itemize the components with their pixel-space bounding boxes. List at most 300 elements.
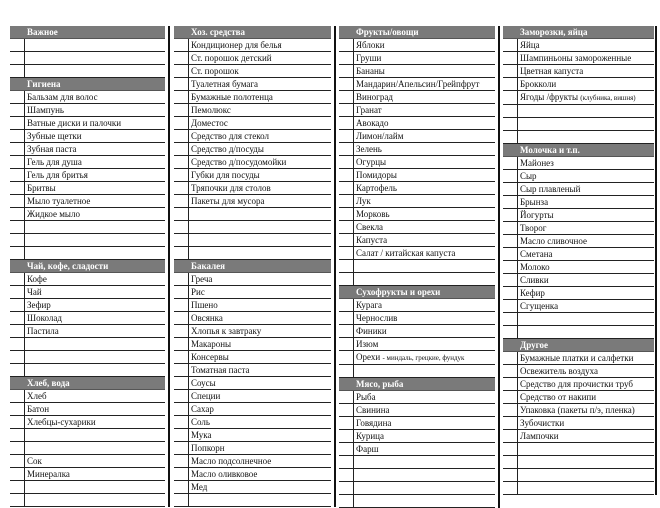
list-item — [174, 78, 331, 91]
checkbox-cell[interactable] — [339, 78, 354, 91]
item-text: Минералка — [27, 469, 70, 479]
checkbox-cell[interactable] — [174, 260, 189, 273]
item-text: Гель для бритья — [27, 170, 88, 180]
list-item — [339, 338, 495, 351]
checkbox-cell[interactable] — [10, 234, 25, 247]
checkbox-cell[interactable] — [339, 404, 354, 417]
checkbox-cell[interactable] — [174, 169, 189, 182]
item-label — [189, 143, 332, 156]
checkbox-cell[interactable] — [339, 286, 354, 299]
checkbox-cell[interactable] — [339, 299, 354, 312]
checkbox-cell[interactable] — [10, 403, 25, 416]
empty-row — [10, 481, 165, 494]
checkbox-cell[interactable] — [10, 377, 25, 390]
section-title: Сухофрукты и орехи — [354, 286, 496, 299]
checkbox-cell[interactable] — [503, 222, 518, 235]
checkbox-cell[interactable] — [503, 443, 518, 456]
item-text: Зубочистки — [520, 418, 565, 428]
checkbox-cell[interactable] — [174, 26, 189, 39]
item-text: Зелень — [356, 144, 382, 154]
item-text: Бананы — [356, 66, 385, 76]
checkbox-cell[interactable] — [174, 338, 189, 351]
item-text: Рис — [191, 287, 205, 297]
item-text: Зубная паста — [27, 144, 77, 154]
section-header — [10, 26, 165, 39]
list-item — [339, 325, 495, 338]
item-label — [354, 104, 496, 117]
checkbox-cell[interactable] — [503, 261, 518, 274]
item-label — [354, 247, 496, 260]
checkbox-cell[interactable] — [503, 391, 518, 404]
list-item — [174, 130, 331, 143]
checkbox-cell[interactable] — [339, 169, 354, 182]
item-text: Морковь — [356, 209, 390, 219]
list-item — [174, 403, 331, 416]
checkbox-cell[interactable] — [174, 78, 189, 91]
checkbox-cell[interactable] — [10, 130, 25, 143]
checkbox-cell[interactable] — [339, 456, 354, 469]
checkbox-cell[interactable] — [10, 117, 25, 130]
checkbox-cell[interactable] — [10, 221, 25, 234]
checkbox-cell[interactable] — [174, 52, 189, 65]
empty-row — [339, 365, 495, 378]
checkbox-cell[interactable] — [339, 39, 354, 52]
checkbox-cell[interactable] — [503, 326, 518, 339]
checkbox-cell[interactable] — [174, 65, 189, 78]
checkbox-cell[interactable] — [503, 274, 518, 287]
checkbox-cell[interactable] — [10, 429, 25, 442]
checkbox-cell[interactable] — [503, 26, 518, 39]
checkbox-cell[interactable] — [174, 377, 189, 390]
checkbox-cell[interactable] — [174, 442, 189, 455]
checkbox-cell[interactable] — [503, 52, 518, 65]
empty-row — [174, 234, 331, 247]
checkbox-cell[interactable] — [503, 456, 518, 469]
checkbox-cell[interactable] — [174, 429, 189, 442]
checkbox-cell[interactable] — [174, 91, 189, 104]
checkbox-cell[interactable] — [174, 195, 189, 208]
checkbox-cell[interactable] — [339, 365, 354, 378]
checkbox-cell[interactable] — [10, 208, 25, 221]
checkbox-cell[interactable] — [174, 312, 189, 325]
item-label — [189, 130, 332, 143]
item-label — [189, 351, 332, 364]
checkbox-cell[interactable] — [503, 118, 518, 131]
item-text: Губки для посуды — [191, 170, 260, 180]
checkbox-cell[interactable] — [503, 248, 518, 261]
checkbox-cell[interactable] — [10, 143, 25, 156]
checkbox-cell[interactable] — [10, 455, 25, 468]
list-item — [10, 182, 165, 195]
item-text: Виноград — [356, 92, 393, 102]
checkbox-cell[interactable] — [339, 247, 354, 260]
list-item — [339, 143, 495, 156]
checkbox-cell[interactable] — [339, 378, 354, 391]
checkbox-cell[interactable] — [10, 494, 25, 507]
item-text: Сахар — [191, 404, 214, 414]
checkbox-cell[interactable] — [174, 468, 189, 481]
checkbox-cell[interactable] — [174, 481, 189, 494]
list-item — [339, 117, 495, 130]
checkbox-cell[interactable] — [174, 117, 189, 130]
checkbox-cell[interactable] — [503, 365, 518, 378]
empty-row — [503, 482, 654, 495]
blank-line — [25, 247, 166, 260]
item-label — [354, 221, 496, 234]
checkbox-cell[interactable] — [174, 182, 189, 195]
item-text: Батон — [27, 404, 50, 414]
item-text: Пакеты для мусора — [191, 196, 265, 206]
item-text: Пастила — [27, 326, 59, 336]
item-label — [354, 417, 496, 430]
checkbox-cell[interactable] — [339, 26, 354, 39]
checkbox-cell[interactable] — [174, 247, 189, 260]
section-title: Другое — [518, 339, 655, 352]
item-text: Соль — [191, 417, 210, 427]
item-label — [518, 365, 655, 378]
item-text: Туалетная бумага — [191, 79, 259, 89]
checkbox-cell[interactable] — [10, 351, 25, 364]
checkbox-cell[interactable] — [503, 339, 518, 352]
checkbox-cell[interactable] — [339, 482, 354, 495]
checkbox-cell[interactable] — [174, 325, 189, 338]
checkbox-cell[interactable] — [10, 104, 25, 117]
checkbox-cell[interactable] — [339, 221, 354, 234]
checkbox-cell[interactable] — [339, 52, 354, 65]
checkbox-cell[interactable] — [174, 208, 189, 221]
checkbox-cell[interactable] — [10, 364, 25, 377]
list-item — [339, 430, 495, 443]
item-label — [25, 117, 166, 130]
checkbox-cell[interactable] — [174, 130, 189, 143]
item-text: Рыба — [356, 392, 376, 402]
item-text: Шоколад — [27, 313, 62, 323]
checkbox-cell[interactable] — [339, 143, 354, 156]
section-header — [503, 339, 654, 352]
checkbox-cell[interactable] — [339, 273, 354, 286]
checkbox-cell[interactable] — [503, 157, 518, 170]
list-item — [10, 416, 165, 429]
checklist-table — [503, 26, 654, 495]
list-item — [503, 196, 654, 209]
item-label — [354, 39, 496, 52]
item-text: Масло сливочное — [520, 236, 587, 246]
checkbox-cell[interactable] — [174, 156, 189, 169]
checkbox-cell[interactable] — [339, 469, 354, 482]
blank-line — [25, 221, 166, 234]
checkbox-cell[interactable] — [174, 351, 189, 364]
checkbox-cell[interactable] — [503, 469, 518, 482]
checkbox-cell[interactable] — [174, 286, 189, 299]
checkbox-cell[interactable] — [503, 300, 518, 313]
checkbox-cell[interactable] — [174, 39, 189, 52]
checkbox-cell[interactable] — [10, 442, 25, 455]
checkbox-cell[interactable] — [503, 105, 518, 118]
blank-line — [189, 247, 332, 260]
item-label — [354, 156, 496, 169]
blank-line — [189, 234, 332, 247]
checkbox-cell[interactable] — [10, 26, 25, 39]
checkbox-cell[interactable] — [339, 495, 354, 508]
checkbox-cell[interactable] — [503, 170, 518, 183]
checkbox-cell[interactable] — [339, 351, 354, 365]
checkbox-cell[interactable] — [503, 313, 518, 326]
blank-line — [354, 456, 496, 469]
list-item — [503, 170, 654, 183]
list-item — [10, 468, 165, 481]
item-text: Ватные диски и палочки — [27, 118, 122, 128]
item-text: Сгущенка — [520, 301, 559, 311]
checkbox-cell[interactable] — [174, 494, 189, 507]
checkbox-cell[interactable] — [339, 312, 354, 325]
checkbox-cell[interactable] — [10, 468, 25, 481]
checkbox-cell[interactable] — [339, 417, 354, 430]
item-label — [354, 52, 496, 65]
item-label — [518, 417, 655, 430]
checkbox-cell[interactable] — [174, 364, 189, 377]
blank-line — [354, 482, 496, 495]
blank-line — [25, 338, 166, 351]
blank-line — [189, 221, 332, 234]
checkbox-cell[interactable] — [10, 78, 25, 91]
section-title: Фрукты/овощи — [354, 26, 496, 39]
empty-row — [10, 52, 165, 65]
item-text: Мед — [191, 482, 208, 492]
blank-line — [189, 208, 332, 221]
checkbox-cell[interactable] — [339, 391, 354, 404]
list-item — [174, 312, 331, 325]
list-item — [174, 351, 331, 364]
item-label — [189, 91, 332, 104]
checkbox-cell[interactable] — [339, 325, 354, 338]
empty-row — [10, 351, 165, 364]
empty-row — [174, 208, 331, 221]
blank-line — [25, 52, 166, 65]
item-text: Доместос — [191, 118, 228, 128]
checkbox-cell[interactable] — [503, 144, 518, 157]
item-label — [189, 429, 332, 442]
checkbox-cell[interactable] — [174, 416, 189, 429]
empty-row — [10, 234, 165, 247]
checkbox-cell[interactable] — [10, 156, 25, 169]
checkbox-cell[interactable] — [339, 130, 354, 143]
checkbox-cell[interactable] — [10, 481, 25, 494]
item-label — [354, 169, 496, 182]
checkbox-cell[interactable] — [503, 39, 518, 52]
checkbox-cell[interactable] — [339, 182, 354, 195]
list-item — [339, 417, 495, 430]
item-label — [518, 183, 655, 196]
list-item — [503, 261, 654, 274]
list-item — [174, 104, 331, 117]
section-header — [174, 26, 331, 39]
list-item — [10, 325, 165, 338]
item-label — [189, 390, 332, 403]
item-label — [25, 104, 166, 117]
checklist-table — [10, 26, 165, 507]
item-text: Брокколи — [520, 79, 557, 89]
checkbox-cell[interactable] — [339, 338, 354, 351]
section-header — [503, 26, 654, 39]
item-text: Кофе — [27, 274, 47, 284]
empty-row — [10, 65, 165, 78]
item-label — [25, 299, 166, 312]
section-title: Мясо, рыба — [354, 378, 496, 391]
item-text: Томатная паста — [191, 365, 250, 375]
checkbox-cell[interactable] — [339, 156, 354, 169]
empty-row — [339, 273, 495, 286]
list-item — [174, 117, 331, 130]
checkbox-cell[interactable] — [174, 221, 189, 234]
checkbox-cell[interactable] — [174, 273, 189, 286]
item-text: Майонез — [520, 158, 554, 168]
checkbox-cell[interactable] — [503, 196, 518, 209]
list-item — [10, 195, 165, 208]
checkbox-cell[interactable] — [503, 183, 518, 196]
list-item — [174, 442, 331, 455]
section-title: Гигиена — [25, 78, 166, 91]
item-text: Средство д/посудомойки — [191, 157, 287, 167]
checkbox-cell[interactable] — [503, 235, 518, 248]
checkbox-cell[interactable] — [503, 78, 518, 91]
checkbox-cell[interactable] — [10, 182, 25, 195]
section-title: Чай, кофе, сладости — [25, 260, 166, 273]
item-text: Мыло туалетное — [27, 196, 91, 206]
list-item — [503, 183, 654, 196]
list-item — [339, 65, 495, 78]
checkbox-cell[interactable] — [174, 403, 189, 416]
empty-row — [503, 469, 654, 482]
item-label — [518, 65, 655, 78]
item-text: Тряпочки для столов — [191, 183, 271, 193]
item-label — [25, 390, 166, 403]
checkbox-cell[interactable] — [10, 39, 25, 52]
list-item — [503, 378, 654, 391]
checkbox-cell[interactable] — [10, 52, 25, 65]
checkbox-cell[interactable] — [10, 325, 25, 338]
checkbox-cell[interactable] — [339, 65, 354, 78]
checkbox-cell[interactable] — [10, 65, 25, 78]
checkbox-cell[interactable] — [10, 416, 25, 429]
checkbox-cell[interactable] — [174, 104, 189, 117]
checkbox-cell[interactable] — [503, 91, 518, 105]
checkbox-cell[interactable] — [339, 443, 354, 456]
checkbox-cell[interactable] — [10, 390, 25, 403]
item-label — [25, 169, 166, 182]
checkbox-cell[interactable] — [339, 208, 354, 221]
checkbox-cell[interactable] — [10, 247, 25, 260]
checkbox-cell[interactable] — [174, 299, 189, 312]
list-item — [503, 365, 654, 378]
checkbox-cell[interactable] — [10, 169, 25, 182]
list-item — [174, 416, 331, 429]
checkbox-cell[interactable] — [339, 260, 354, 273]
item-text: Пемолюкс — [191, 105, 231, 115]
empty-row — [503, 313, 654, 326]
list-item — [10, 286, 165, 299]
item-text: Масло подсолнечное — [191, 456, 272, 466]
empty-row — [10, 364, 165, 377]
item-label — [189, 377, 332, 390]
empty-row — [10, 39, 165, 52]
item-text: Курица — [356, 431, 384, 441]
list-item — [174, 182, 331, 195]
checkbox-cell[interactable] — [503, 287, 518, 300]
checkbox-cell[interactable] — [10, 312, 25, 325]
item-label — [189, 78, 332, 91]
item-text: Сыр — [520, 171, 537, 181]
checkbox-cell[interactable] — [10, 286, 25, 299]
list-item — [339, 299, 495, 312]
checkbox-cell[interactable] — [174, 234, 189, 247]
checkbox-cell[interactable] — [10, 273, 25, 286]
item-note: (клубника, вишня) — [580, 94, 636, 102]
checkbox-cell[interactable] — [10, 299, 25, 312]
checkbox-cell[interactable] — [339, 117, 354, 130]
section-title: Бакалея — [189, 260, 332, 273]
blank-line — [518, 456, 655, 469]
item-label — [25, 455, 166, 468]
checkbox-cell[interactable] — [503, 131, 518, 144]
checkbox-cell[interactable] — [503, 482, 518, 495]
item-text: Средство от накипи — [520, 392, 597, 402]
checkbox-cell[interactable] — [339, 430, 354, 443]
checkbox-cell[interactable] — [503, 378, 518, 391]
checkbox-cell[interactable] — [174, 390, 189, 403]
blank-line — [354, 365, 496, 378]
checkbox-cell[interactable] — [503, 430, 518, 443]
item-text: Брынза — [520, 197, 549, 207]
blank-line — [518, 313, 655, 326]
list-item — [174, 143, 331, 156]
item-label — [189, 273, 332, 286]
checkbox-cell[interactable] — [10, 260, 25, 273]
checkbox-cell[interactable] — [503, 209, 518, 222]
checkbox-cell[interactable] — [339, 104, 354, 117]
checkbox-cell[interactable] — [10, 195, 25, 208]
item-text: Соусы — [191, 378, 216, 388]
empty-row — [503, 326, 654, 339]
list-item — [503, 417, 654, 430]
checkbox-cell[interactable] — [339, 234, 354, 247]
checkbox-cell[interactable] — [503, 417, 518, 430]
checkbox-cell[interactable] — [174, 455, 189, 468]
item-text: Гранат — [356, 105, 382, 115]
item-label — [354, 182, 496, 195]
item-text: Попкорн — [191, 443, 225, 453]
item-text: Свекла — [356, 222, 384, 232]
item-text: Йогурты — [520, 210, 554, 220]
checkbox-cell[interactable] — [503, 352, 518, 365]
checkbox-cell[interactable] — [339, 91, 354, 104]
item-text: Мандарин/Апельсин/Грейпфрут — [356, 79, 480, 89]
item-label — [189, 156, 332, 169]
list-item — [503, 352, 654, 365]
blank-line — [354, 260, 496, 273]
item-text: Ягоды /фрукты — [520, 92, 579, 102]
checkbox-cell[interactable] — [503, 65, 518, 78]
checkbox-cell[interactable] — [10, 91, 25, 104]
list-item — [339, 195, 495, 208]
blank-line — [25, 65, 166, 78]
item-text: Лимон/лайм — [356, 131, 404, 141]
checkbox-cell[interactable] — [174, 143, 189, 156]
checkbox-cell[interactable] — [10, 338, 25, 351]
section-title: Заморозки, яйца — [518, 26, 655, 39]
checkbox-cell[interactable] — [339, 195, 354, 208]
checkbox-cell[interactable] — [503, 404, 518, 417]
item-label — [25, 468, 166, 481]
